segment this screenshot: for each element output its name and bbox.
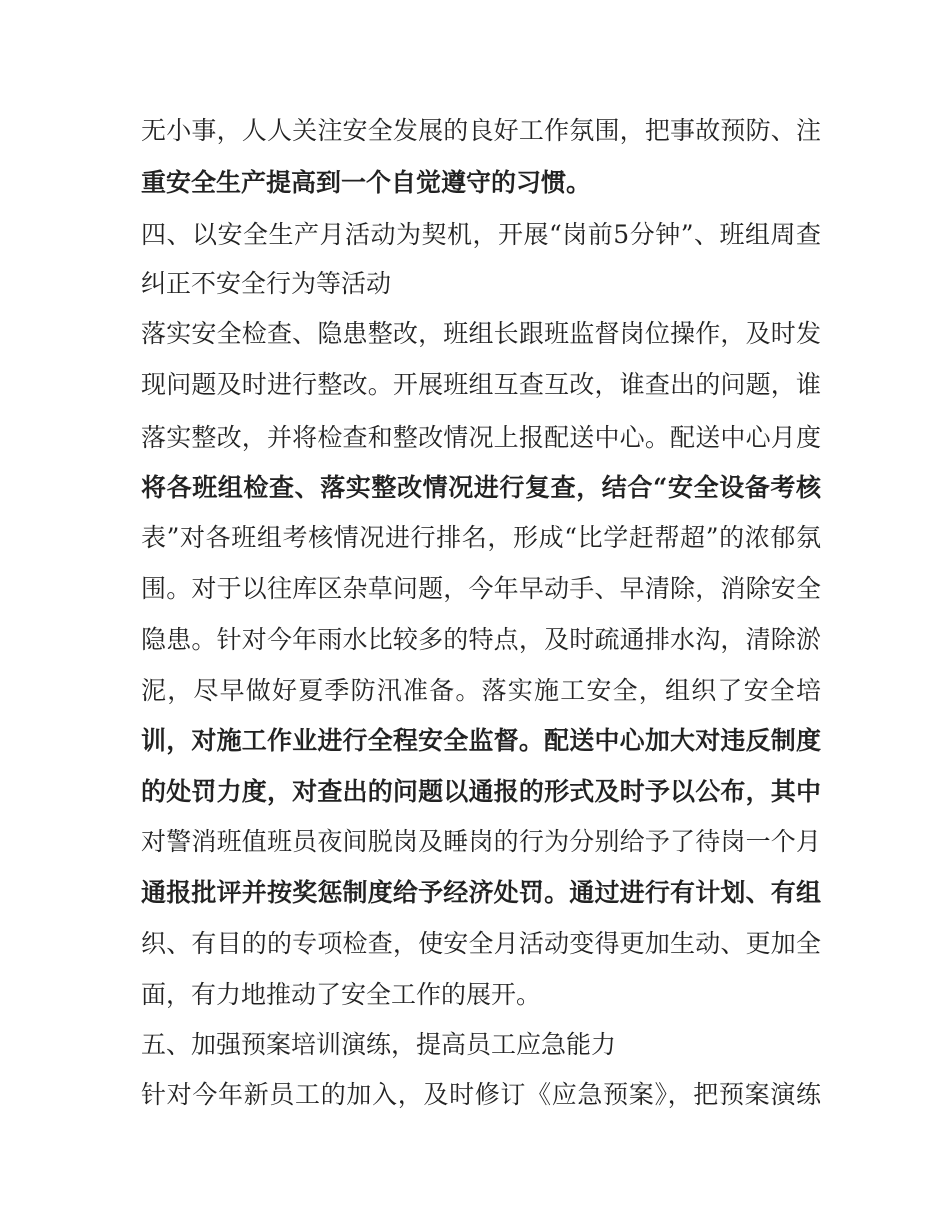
text-line-13: 训，对施工作业进行全程安全监督。配送中心加大对违反制度 [141, 726, 821, 755]
text-line-1: 无小事，人人关注安全发展的良好工作氛围，把事故预防、注 [141, 116, 821, 145]
text-line-7: 落实整改，并将检查和整改情况上报配送中心。配送中心月度 [141, 423, 821, 452]
text-line-15: 对警消班值班员夜间脱岗及睡岗的行为分别给予了待岗一个月 [141, 827, 821, 856]
text-line-18: 面，有力地推动了安全工作的展开。 [141, 980, 542, 1009]
text-line-20: 针对今年新员工的加入，及时修订《应急预案》，把预案演练 [141, 1080, 821, 1109]
text-line-10: 围。对于以往库区杂草问题，今年早动手、早清除，消除安全 [141, 574, 821, 603]
section-heading-4-line-1: 四、以安全生产月活动为契机，开展“岗前5分钟”、班组周查 [141, 220, 821, 249]
text-line-17: 织、有目的的专项检查，使安全月活动变得更加生动、更加全 [141, 929, 821, 958]
text-line-5: 落实安全检查、隐患整改，班组长跟班监督岗位操作，及时发 [141, 319, 821, 348]
section-heading-4-line-2: 纠正不安全行为等活动 [141, 269, 392, 298]
text-line-14: 的处罚力度，对查出的问题以通报的形式及时予以公布，其中 [141, 777, 821, 806]
text-line-6: 现问题及时进行整改。开展班组互查互改，谁查出的问题，谁 [141, 370, 821, 399]
section-heading-5: 五、加强预案培训演练，提高员工应急能力 [141, 1030, 617, 1059]
text-line-9: 表”对各班组考核情况进行排名，形成“比学赶帮超”的浓郁氛 [141, 523, 821, 552]
text-line-12: 泥，尽早做好夏季防汛准备。落实施工安全，组织了安全培 [141, 676, 821, 705]
text-line-11: 隐患。针对今年雨水比较多的特点，及时疏通排水沟，清除淤 [141, 625, 821, 654]
text-line-2: 重安全生产提高到一个自觉遵守的习惯。 [141, 168, 592, 197]
text-line-16: 通报批评并按奖惩制度给予经济处罚。通过进行有计划、有组 [141, 878, 821, 907]
text-line-8: 将各班组检查、落实整改情况进行复查，结合“安全设备考核 [141, 473, 821, 502]
